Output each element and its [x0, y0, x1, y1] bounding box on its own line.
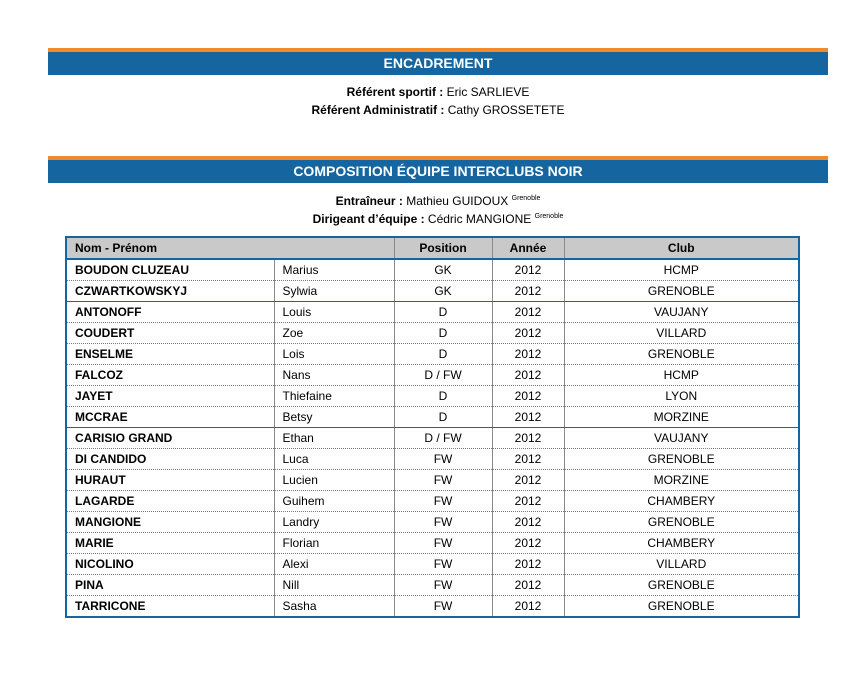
- cell-last-name: MCCRAE: [66, 407, 274, 428]
- cell-first-name: Sylwia: [274, 281, 394, 302]
- table-row: [66, 386, 799, 407]
- table-row: [66, 344, 799, 365]
- coach-line: [48, 191, 828, 209]
- cell-year: 2012: [492, 386, 564, 407]
- cell-last-name: TARRICONE: [75, 599, 146, 613]
- cell-club: VAUJANY: [564, 428, 799, 449]
- header-name: Nom - Prénom: [66, 237, 394, 259]
- roster-table: [65, 236, 800, 618]
- staff-banner: [48, 48, 828, 75]
- cell-last-name: BOUDON CLUZEAU: [66, 259, 274, 281]
- table-row: [66, 302, 799, 323]
- cell-position: FW: [394, 596, 492, 618]
- cell-last-name: MANGIONE: [66, 512, 274, 533]
- cell-position: FW: [394, 512, 492, 533]
- cell-first-name: Betsy: [274, 407, 394, 428]
- cell-year: 2012: [492, 491, 564, 512]
- table-row: [66, 491, 799, 512]
- cell-club: GRENOBLE: [564, 281, 799, 302]
- cell-club: LYON: [564, 386, 799, 407]
- cell-last-name: CZWARTKOWSKYJ: [66, 281, 274, 302]
- cell-position: FW: [394, 554, 492, 575]
- header-year: Année: [492, 237, 564, 259]
- cell-position: GK: [394, 259, 492, 281]
- cell-position: D / FW: [394, 428, 492, 449]
- header-club: Club: [564, 237, 799, 259]
- table-row: [66, 596, 799, 618]
- sport-referent-line: [48, 84, 828, 100]
- coach-label: Entraîneur :: [335, 194, 403, 208]
- cell-position: D: [394, 407, 492, 428]
- header-position: Position: [394, 237, 492, 259]
- cell-year: 2012: [492, 259, 564, 281]
- cell-last-name: MARIE: [66, 533, 274, 554]
- coach-club: Grenoble: [511, 195, 541, 202]
- team-banner: [48, 156, 828, 183]
- table-row: [66, 323, 799, 344]
- cell-first-name: Luca: [274, 449, 394, 470]
- cell-year: 2012: [492, 323, 564, 344]
- table-row: [66, 428, 799, 449]
- cell-first-name: Ethan: [274, 428, 394, 449]
- cell-first-name: Guihem: [274, 491, 394, 512]
- cell-position: FW: [394, 470, 492, 491]
- cell-last-name: JAYET: [66, 386, 274, 407]
- cell-club: GRENOBLE: [564, 512, 799, 533]
- roster-body: [66, 259, 799, 617]
- cell-last-name: ENSELME: [66, 344, 274, 365]
- sport-referent-label: Référent sportif :: [346, 85, 444, 99]
- cell-club: GRENOBLE: [564, 575, 799, 596]
- manager-value: Cédric MANGIONE: [427, 212, 532, 226]
- cell-club: CHAMBERY: [564, 491, 799, 512]
- coach-value: Mathieu GUIDOUX: [406, 194, 509, 208]
- cell-first-name: Sasha: [274, 596, 394, 618]
- cell-club: MORZINE: [564, 407, 799, 428]
- cell-year: 2012: [492, 449, 564, 470]
- sport-referent-value: Eric SARLIEVE: [446, 85, 530, 99]
- table-row: [66, 470, 799, 491]
- cell-year: 2012: [492, 470, 564, 491]
- cell-first-name: Alexi: [274, 554, 394, 575]
- cell-club: CHAMBERY: [564, 533, 799, 554]
- manager-line: [48, 209, 828, 227]
- cell-position: FW: [394, 449, 492, 470]
- cell-position: FW: [394, 575, 492, 596]
- table-row: [66, 365, 799, 386]
- cell-club: GRENOBLE: [564, 596, 799, 618]
- staff-title: ENCADREMENT: [383, 55, 493, 71]
- cell-first-name: Zoe: [274, 323, 394, 344]
- cell-year: 2012: [492, 365, 564, 386]
- cell-first-name: Lois: [274, 344, 394, 365]
- table-row: [66, 554, 799, 575]
- cell-year: 2012: [492, 281, 564, 302]
- cell-position: FW: [394, 533, 492, 554]
- table-row: [66, 449, 799, 470]
- admin-referent-label: Référent Administratif :: [311, 103, 445, 117]
- cell-club: VILLARD: [564, 554, 799, 575]
- cell-last-name: NICOLINO: [66, 554, 274, 575]
- cell-club: HCMP: [564, 365, 799, 386]
- cell-first-name: Nill: [274, 575, 394, 596]
- cell-last-name: CARISIO GRAND: [66, 428, 274, 449]
- cell-year: 2012: [492, 302, 564, 323]
- manager-label: Dirigeant d’équipe :: [312, 212, 425, 226]
- cell-position: D / FW: [394, 365, 492, 386]
- cell-first-name: Marius: [274, 259, 394, 281]
- cell-year: 2012: [492, 407, 564, 428]
- cell-year: 2012: [492, 596, 564, 618]
- cell-last-name: DI CANDIDO: [66, 449, 274, 470]
- cell-last-name: LAGARDE: [66, 491, 274, 512]
- table-header-row: [66, 237, 799, 259]
- cell-year: 2012: [492, 512, 564, 533]
- cell-first-name: Louis: [274, 302, 394, 323]
- table-row: [66, 259, 799, 281]
- team-title: COMPOSITION ÉQUIPE INTERCLUBS NOIR: [293, 163, 583, 179]
- cell-year: 2012: [492, 428, 564, 449]
- cell-last-name: FALCOZ: [66, 365, 274, 386]
- cell-year: 2012: [492, 575, 564, 596]
- cell-position: D: [394, 386, 492, 407]
- cell-last-name: ANTONOFF: [66, 302, 274, 323]
- cell-position: D: [394, 302, 492, 323]
- admin-referent-line: [48, 102, 828, 118]
- cell-year: 2012: [492, 533, 564, 554]
- cell-club: GRENOBLE: [564, 449, 799, 470]
- cell-last-name: PINA: [66, 575, 274, 596]
- cell-last-name: HURAUT: [66, 470, 274, 491]
- admin-referent-value: Cathy GROSSETETE: [447, 103, 565, 117]
- cell-first-name: Lucien: [274, 470, 394, 491]
- cell-club: MORZINE: [564, 470, 799, 491]
- cell-club: GRENOBLE: [564, 344, 799, 365]
- table-row: [66, 281, 799, 302]
- cell-first-name: Landry: [274, 512, 394, 533]
- cell-first-name: Thiefaine: [274, 386, 394, 407]
- cell-last-name: COUDERT: [66, 323, 274, 344]
- table-row: [66, 575, 799, 596]
- manager-club: Grenoble: [534, 213, 564, 220]
- table-row: [66, 512, 799, 533]
- cell-year: 2012: [492, 344, 564, 365]
- cell-position: GK: [394, 281, 492, 302]
- cell-club: VILLARD: [564, 323, 799, 344]
- cell-position: D: [394, 344, 492, 365]
- table-row: [66, 533, 799, 554]
- cell-club: HCMP: [564, 259, 799, 281]
- cell-position: FW: [394, 491, 492, 512]
- cell-first-name: Florian: [274, 533, 394, 554]
- cell-first-name: Nans: [274, 365, 394, 386]
- cell-club: VAUJANY: [564, 302, 799, 323]
- table-row: [66, 407, 799, 428]
- cell-year: 2012: [492, 554, 564, 575]
- cell-position: D: [394, 323, 492, 344]
